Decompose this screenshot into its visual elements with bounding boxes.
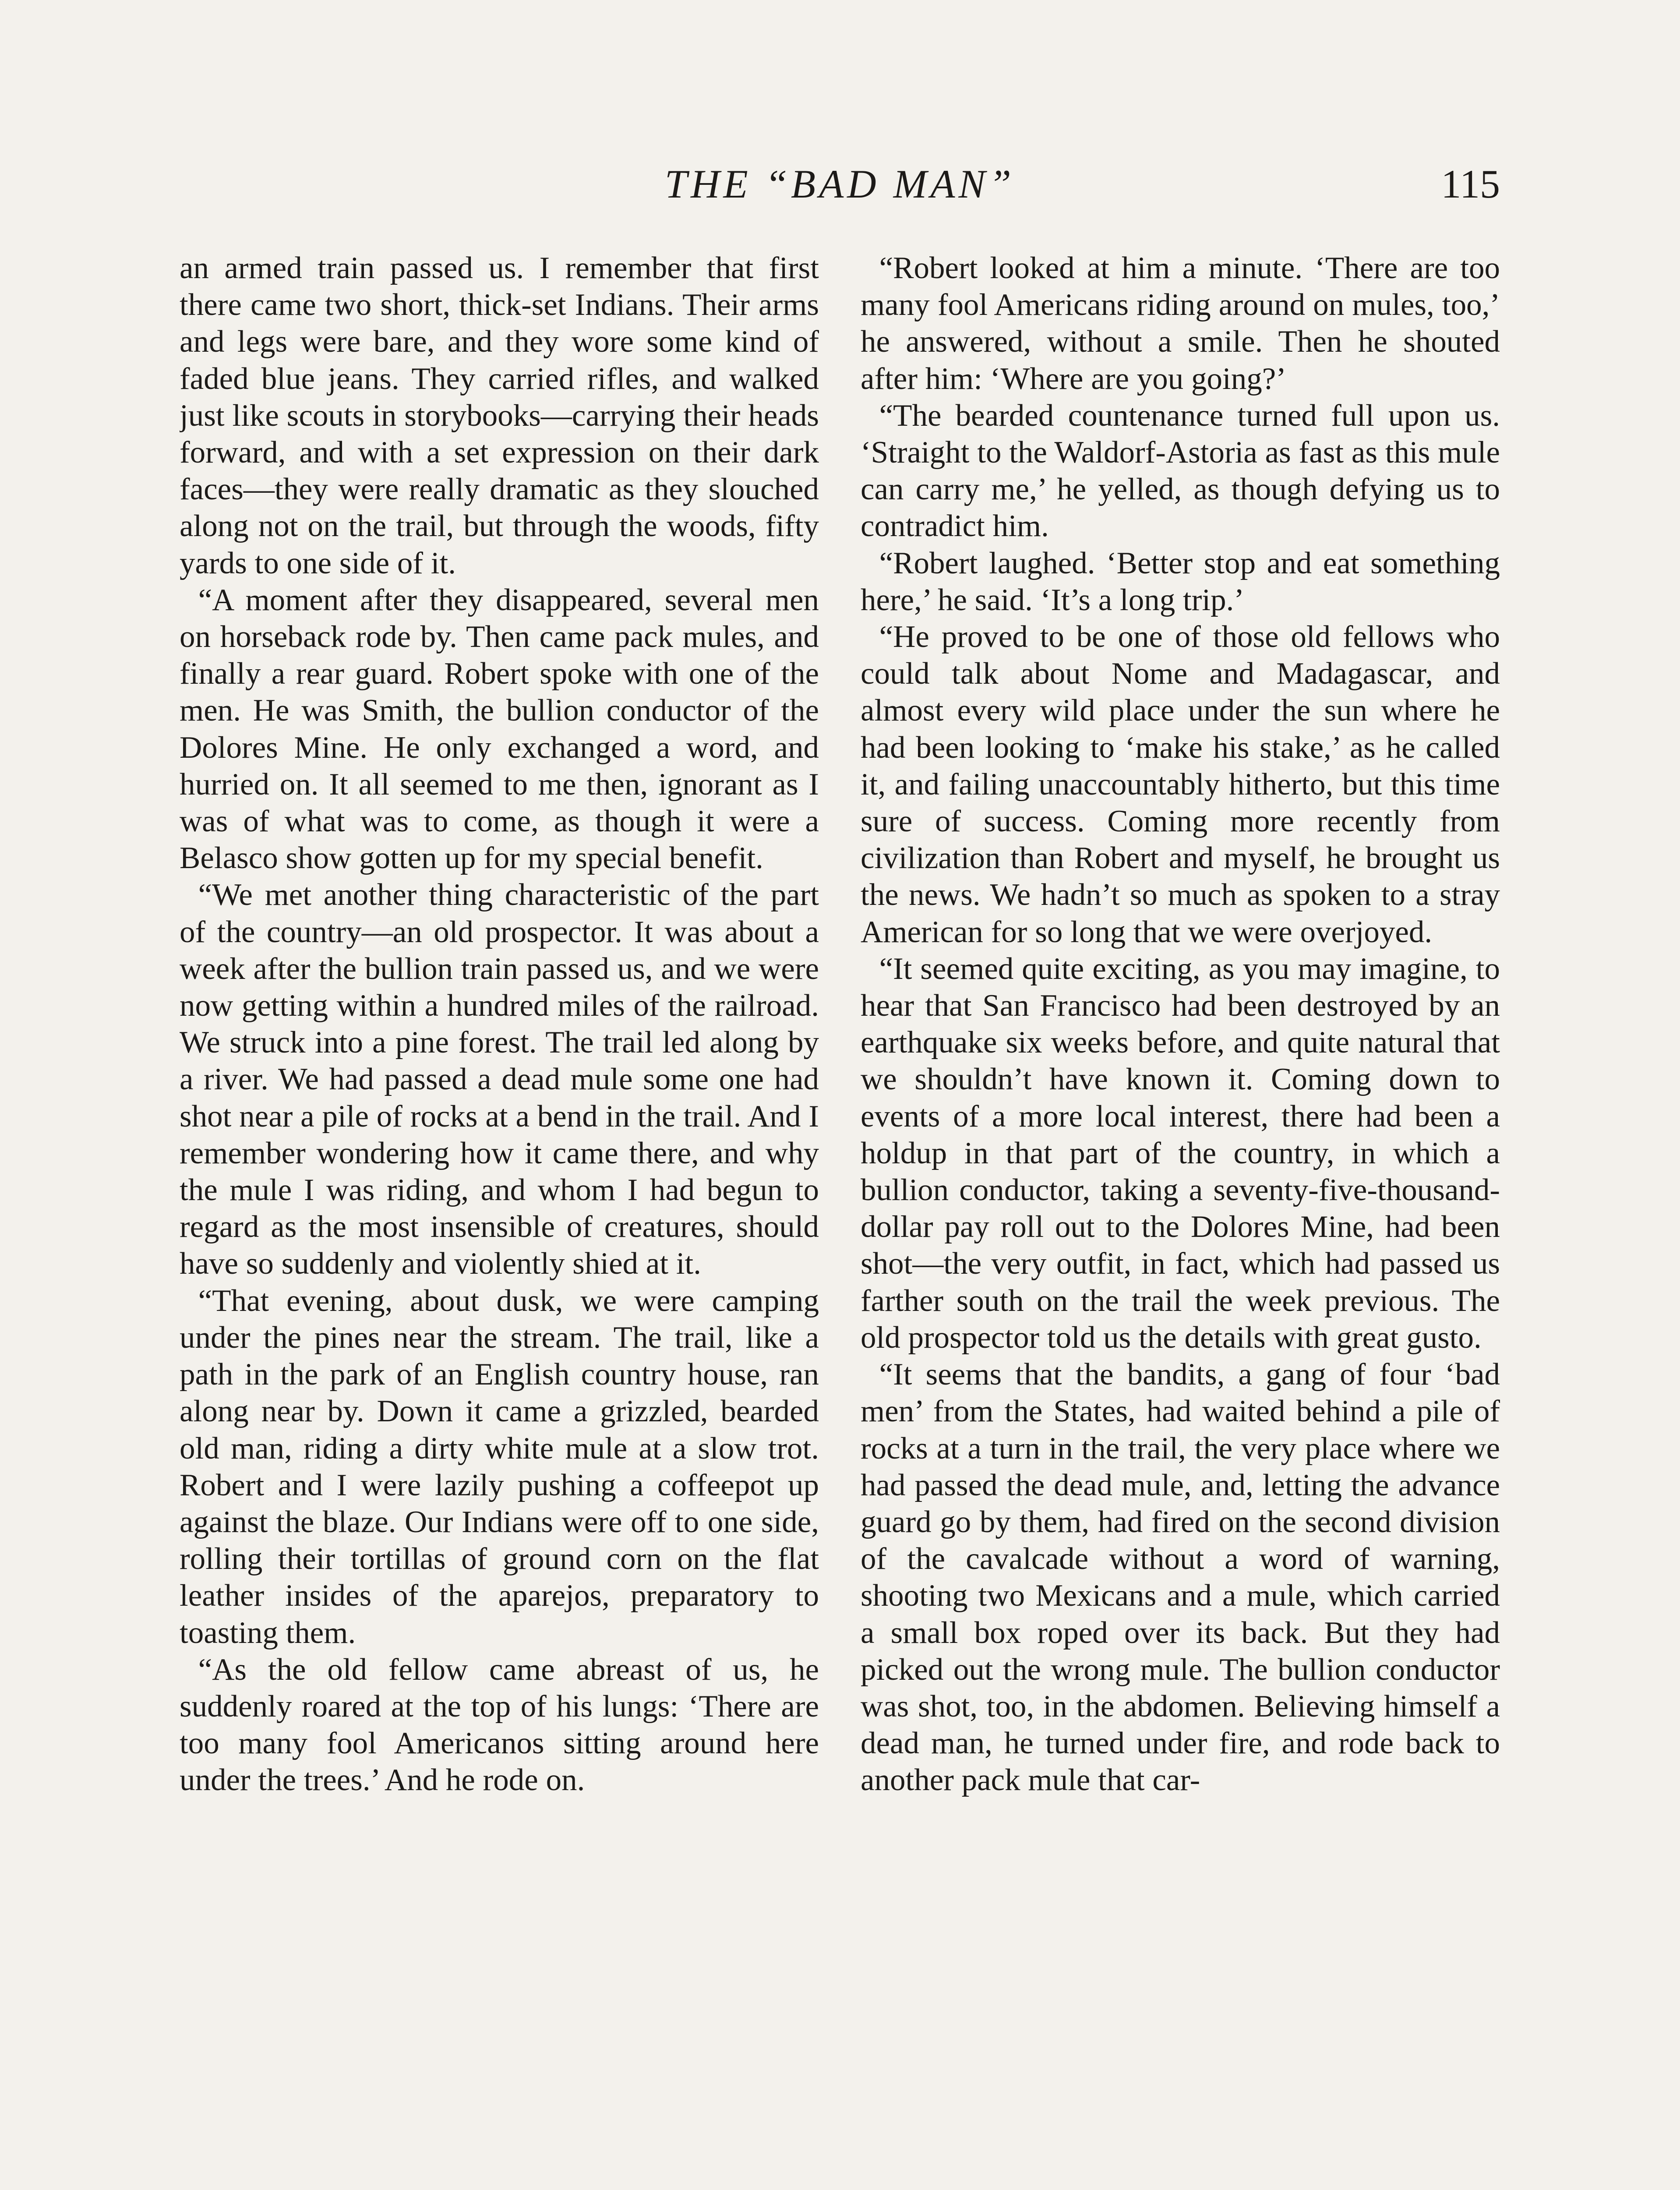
paragraph: “It seems that the bandits, a gang of four ‘bad men’ from the States, had waited behind a pile of rocks at a turn in the trail, the very place where we had passed the dead mule, and, letting the advance guard go by them, had fired on the second division of the cavalcade without a word of warning, shooting two Mexicans and a mule, which carried a small box roped over its back. But they had picked out the wrong mule. The bullion conductor was shot, too, in the abdomen. Believing himself a dead man, he turned under fire, and rode back to another pack mule that car-	[861, 1357, 1500, 1798]
paragraph: “That evening, about dusk, we were camping under the pines near the stream. The trail, like a path in the park of an English country house, ran along near by. Down it came a grizzled, bearded old man, riding a dirty white mule at a slow trot. Robert and I were lazily pushing a coffeepot up against the blaze. Our Indians were off to one side, rolling their tortillas of ground corn on the flat leather insides of the aparejos, preparatory to toasting them.	[180, 1283, 819, 1650]
paragraph: “We met another thing characteristic of the part of the country—an old prospector. It was about a week after the bullion train passed us, and we were now getting within a hundred miles of the railroad. We struck into a pine forest. The trail led along by a river. We had passed a dead mule some one had shot near a pile of rocks at a bend in the trail. And I remember wondering how it came there, and why the mule I was riding, and whom I had begun to regard as the most insensible of creatures, should have so suddenly and violently shied at it.	[180, 878, 819, 1281]
paragraph: “It seemed quite exciting, as you may imagine, to hear that San Francisco had been destroyed by an earthquake six weeks before, and quite natural that we shouldn’t have known it. Coming down to events of a more local interest, there had been a holdup in that part of the country, in which a bullion conductor, taking a seventy-five-thousand-dollar pay roll out to the Dolores Mine, had been shot—the very outfit, in fact, which had passed us farther south on the trail the week previous. The old prospector told us the details with great gusto.	[861, 951, 1500, 1355]
paragraph: “Robert laughed. ‘Better stop and eat something here,’ he said. ‘It’s a long trip.’	[861, 546, 1500, 617]
running-title: THE “BAD MAN”	[664, 162, 1015, 206]
page-number: 115	[1441, 162, 1500, 206]
paragraph: “The bearded countenance turned full upon us. ‘Straight to the Waldorf-Astoria as fast as this mule can carry me,’ he yelled, as though defying us to contradict him.	[861, 398, 1500, 544]
text-column-right	[861, 250, 1500, 2190]
text-column-left	[180, 250, 819, 2190]
paragraph: “He proved to be one of those old fellows who could talk about Nome and Madagascar, and almost every wild place under the sun where he had been looking to ‘make his stake,’ as he called it, and failing unaccountably hitherto, but this time sure of success. Coming more recently from civilization than Robert and myself, he brought us the news. We hadn’t so much as spoken to a stray American for so long that we were overjoyed.	[861, 620, 1500, 949]
paragraph: “A moment after they disappeared, several men on horseback rode by. Then came pack mules, and finally a rear guard. Robert spoke with one of the men. He was Smith, the bullion conductor of the Dolores Mine. He only exchanged a word, and hurried on. It all seemed to me then, ignorant as I was of what was to come, as though it were a Belasco show gotten up for my special benefit.	[180, 583, 819, 876]
paragraph: “Robert looked at him a minute. ‘There are too many fool Americans riding around on mules, too,’ he answered, without a smile. Then he shouted after him: ‘Where are you going?’	[861, 251, 1500, 396]
paragraph: “As the old fellow came abreast of us, he suddenly roared at the top of his lungs: ‘There are too many fool Americanos sitting around here under the trees.’ And he rode on.	[180, 1652, 819, 1798]
paragraph: an armed train passed us. I remember that first there came two short, thick-set Indians. Their arms and legs were bare, and they wore some kind of faded blue jeans. They carried rifles, and walked just like scouts in storybooks—carrying their heads forward, and with a set expression on their dark faces—they were really dramatic as they slouched along not on the trail, but through the woods, fifty yards to one side of it.	[180, 251, 819, 580]
page-header	[180, 149, 1500, 232]
